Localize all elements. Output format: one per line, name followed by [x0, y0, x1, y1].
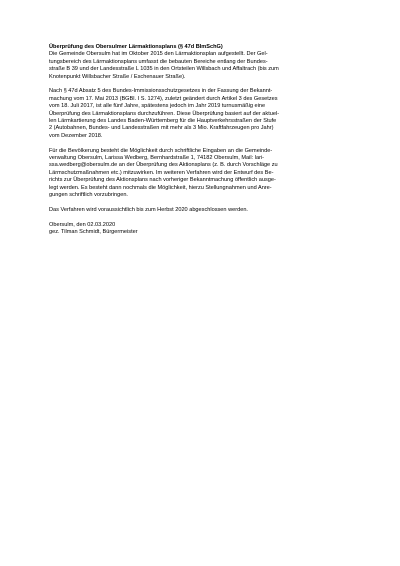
place-date: Obersulm, den 02.03.2020 [49, 221, 116, 228]
document-title: Überprüfung des Obersulmer Lärmaktionsplans (§ 47d BImSchG) [49, 44, 223, 50]
text-line: Für die Bevölkerung besteht die Möglichkeit durch schriftliche Eingaben an die Gemeinde- [49, 147, 273, 154]
document-page [49, 44, 359, 244]
text-line: straße B 39 und der Landesstraße L 1035 in den Ortsteilen Willsbach und Affaltrach (bis zum [49, 66, 279, 73]
text-line: Lärmschutzmaßnahmen etc.) mitzuwirken. Im weiteren Verfahren wird der Entwurf des Be- [49, 169, 274, 176]
text-line: tungsbereich des Lärmaktionsplans umfasst die bebauten Bereiche entlang der Bundes- [49, 58, 268, 65]
text-line: Das Verfahren wird voraussichtlich bis zum Herbst 2020 abgeschlossen werden. [49, 206, 248, 213]
closing-signature [49, 222, 359, 237]
text-line: len Lärmkartierung des Landes Baden-Württemberg für die Hauptverkehrsstraßen der Stufe [49, 118, 277, 125]
text-line: 2 (Autobahnen, Bundes- und Landesstraßen mit mehr als 3 Mio. Kraftfahrzeugen pro Jahr) [49, 125, 274, 132]
paragraph-timeline [49, 207, 359, 214]
text-line: Knotenpunkt Willsbacher Straße / Eschenauer Straße). [49, 73, 186, 80]
text-line: vom 18. Juli 2017, ist alle fünf Jahre, spätestens jedoch im Jahr 2019 turnusmäßig eine [49, 103, 266, 110]
text-line: legt werden. Es besteht dann nochmals die Möglichkeit, hierzu Stellungnahmen und Anre- [49, 184, 272, 191]
text-line: Die Gemeinde Obersulm hat im Oktober 2015 den Lärmaktionsplan aufgestellt. Der Gel- [49, 51, 268, 58]
text-line: machung vom 17. Mai 2013 (BGBl. I S. 1274), zuletzt geändert durch Artikel 3 des Gesetzes [49, 95, 278, 102]
paragraph-public-participation [49, 148, 359, 200]
text-line: Nach § 47d Absatz 5 des Bundes-Immissionsschutzgesetzes in der Fassung der Bekannt- [49, 88, 273, 95]
text-line: richts zur Überprüfung des Aktionsplans nach vorheriger Bekanntmachung öffentlich ausge- [49, 177, 276, 184]
text-line: vom Dezember 2018. [49, 132, 103, 139]
signatory: gez. Tilman Schmidt, Bürgermeister [49, 229, 138, 236]
text-line: verwaltung Obersulm, Larissa Wedberg, Bernhardstraße 1, 74182 Obersulm, Mail: lari- [49, 155, 265, 162]
paragraph-scope [49, 51, 359, 81]
text-line: gungen schriftlich vorzubringen. [49, 192, 128, 199]
text-line: ssa.wedberg@obersulm.de an der Überprüfung des Aktionsplans (z. B. durch Vorschläge zu [49, 162, 278, 169]
paragraph-legal-basis [49, 88, 359, 140]
text-line: Überprüfung des Lärmaktionsplans durchzuführen. Diese Überprüfung basiert auf der aktuel- [49, 110, 280, 117]
